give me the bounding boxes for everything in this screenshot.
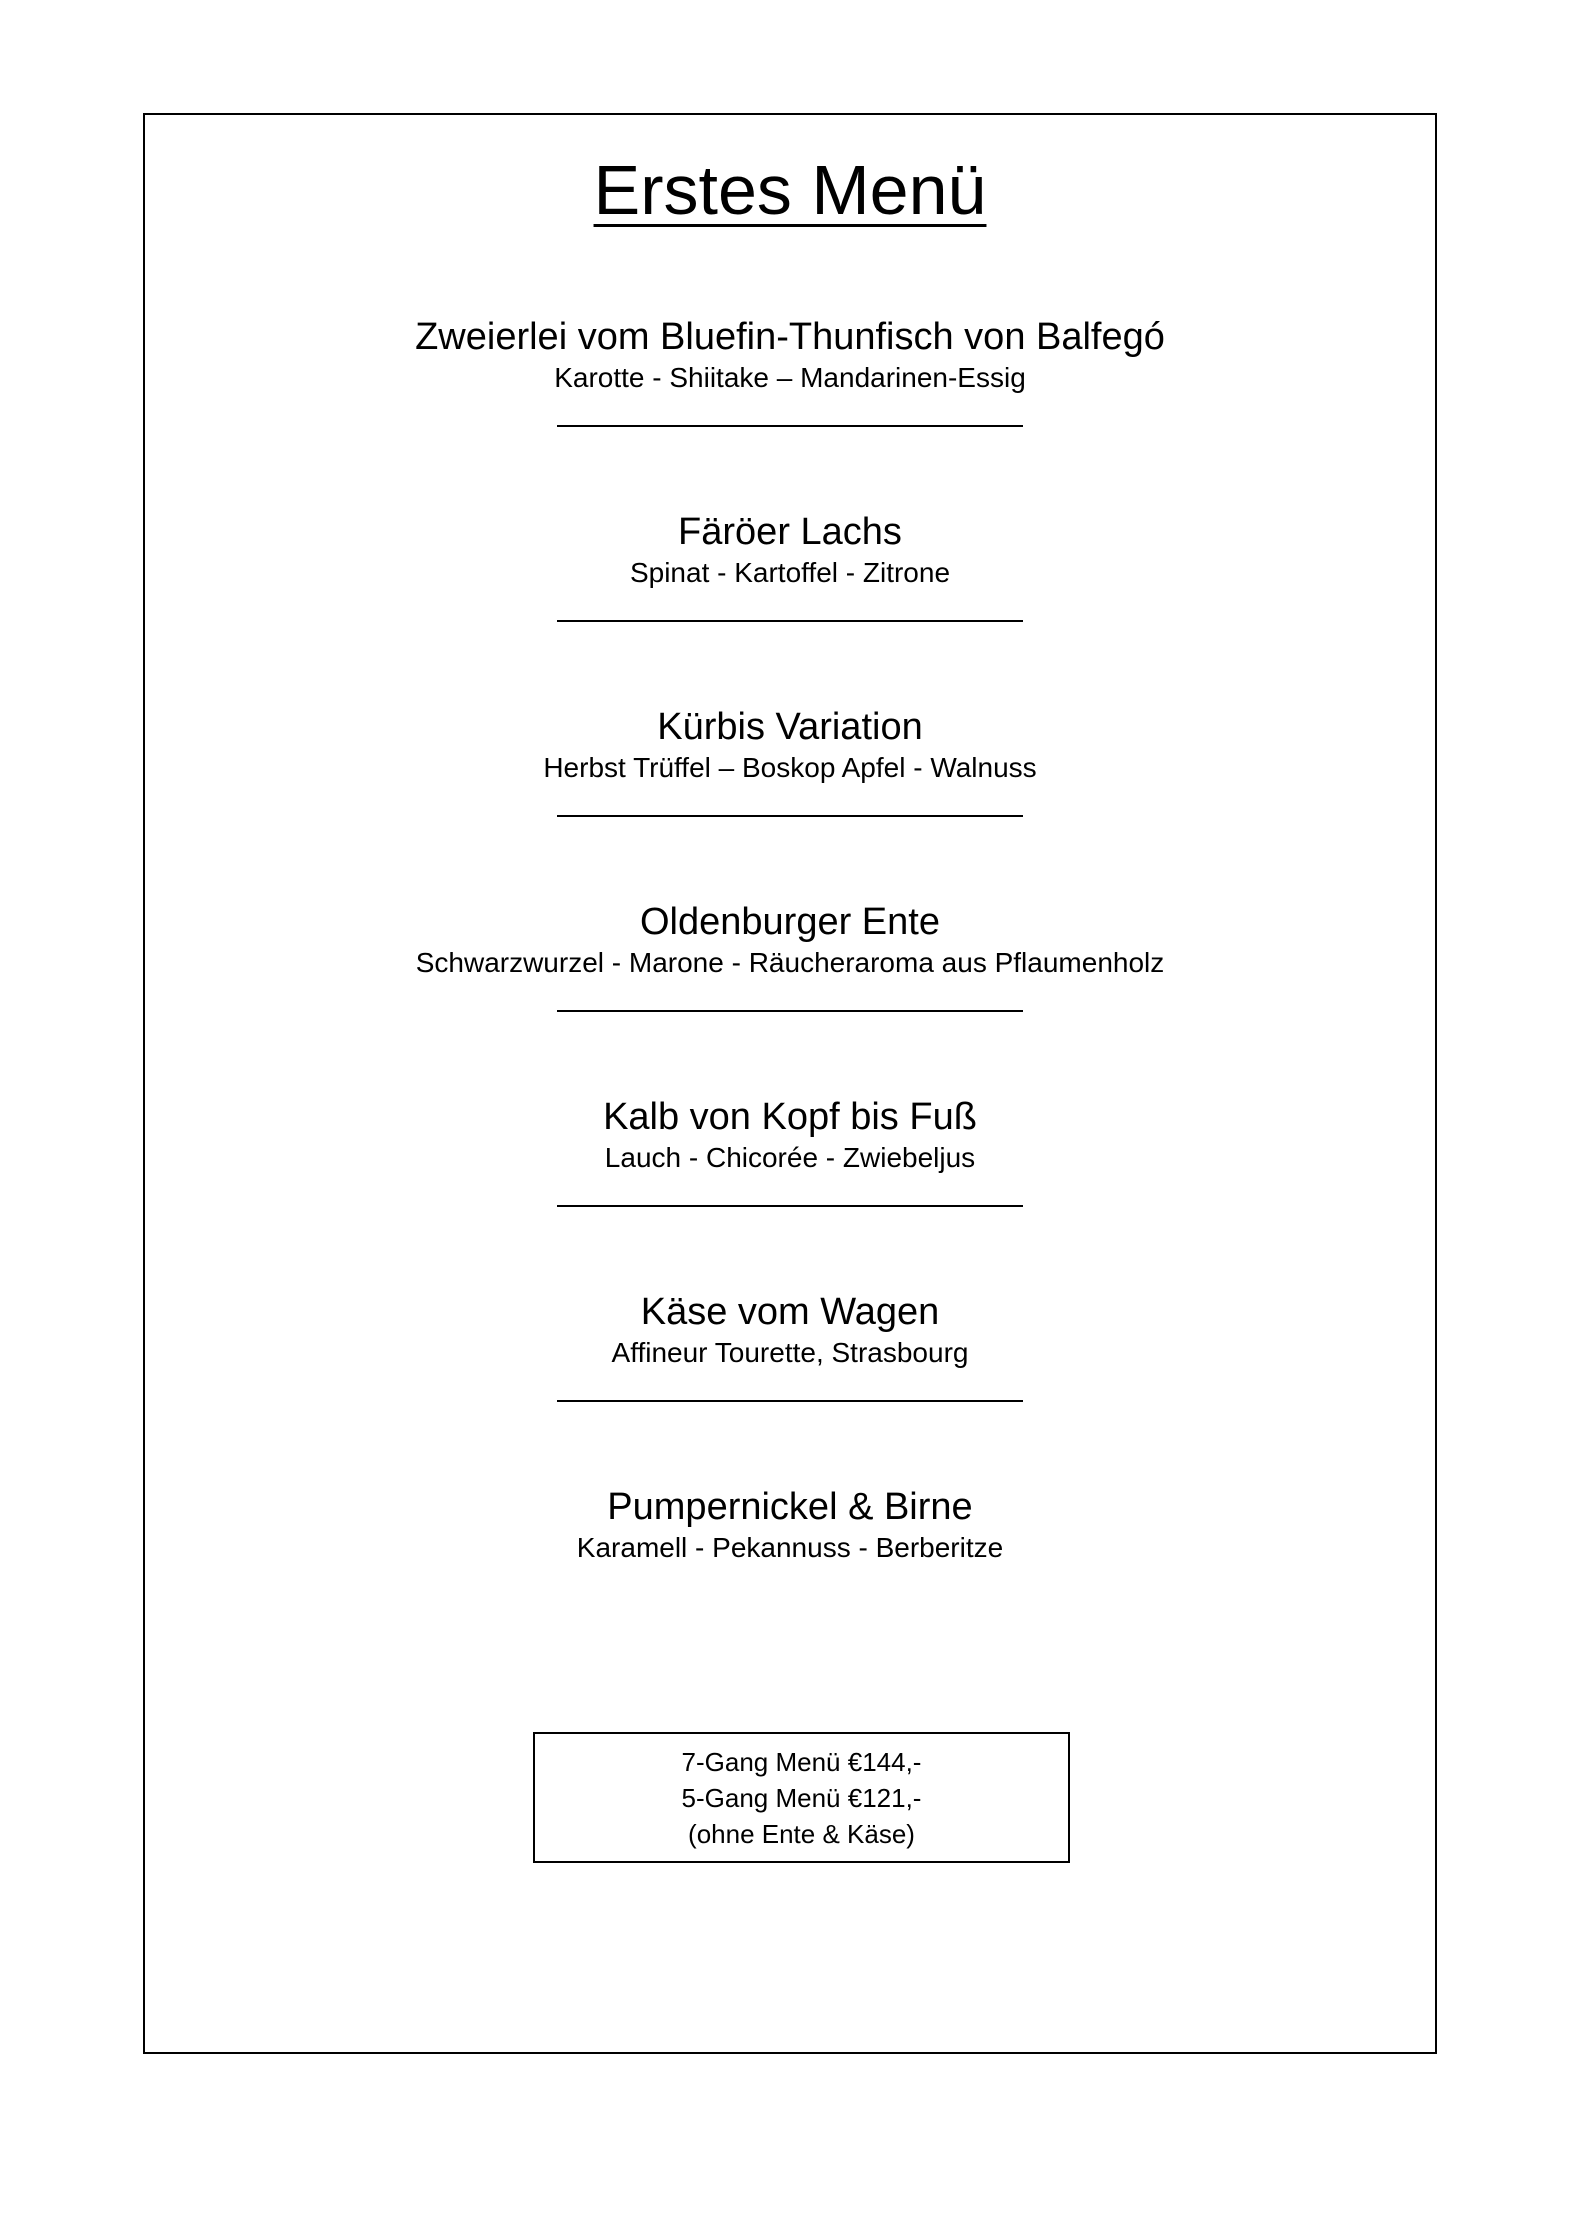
course-name: Zweierlei vom Bluefin-Thunfisch von Balfegó <box>415 316 1165 358</box>
course-description: Herbst Trüffel – Boskop Apfel - Walnuss <box>543 752 1037 783</box>
course-description: Karotte - Shiitake – Mandarinen-Essig <box>554 362 1026 393</box>
course-divider <box>557 815 1023 817</box>
course-item <box>145 1095 1435 1207</box>
course-description: Spinat - Kartoffel - Zitrone <box>629 557 951 588</box>
course-name: Färöer Lachs <box>678 511 902 553</box>
course-divider <box>557 1205 1023 1207</box>
price-seven-course: 7-Gang Menü €144,- <box>681 1747 922 1777</box>
menu-title: Erstes Menü <box>593 151 987 229</box>
course-description: Affineur Tourette, Strasbourg <box>611 1337 969 1368</box>
course-name: Oldenburger Ente <box>640 901 940 943</box>
course-description: Karamell - Pekannuss - Berberitze <box>576 1532 1004 1563</box>
course-divider <box>557 425 1023 427</box>
course-divider <box>557 1010 1023 1012</box>
course-name: Kürbis Variation <box>657 706 923 748</box>
course-item <box>145 315 1435 427</box>
course-item <box>145 1485 1435 1565</box>
course-item <box>145 900 1435 1012</box>
course-name: Pumpernickel & Birne <box>607 1486 973 1528</box>
price-five-course-note: (ohne Ente & Käse) <box>688 1819 915 1849</box>
course-description: Lauch - Chicorée - Zwiebeljus <box>604 1142 976 1173</box>
course-item <box>145 705 1435 817</box>
course-item <box>145 1290 1435 1402</box>
price-five-course: 5-Gang Menü €121,- <box>681 1783 922 1813</box>
course-name: Käse vom Wagen <box>640 1291 940 1333</box>
course-divider <box>557 1400 1023 1402</box>
course-name: Kalb von Kopf bis Fuß <box>603 1096 977 1138</box>
price-box <box>533 1732 1070 1863</box>
course-divider <box>557 620 1023 622</box>
course-item <box>145 510 1435 622</box>
course-description: Schwarzwurzel - Marone - Räucheraroma aus Pflaumenholz <box>415 947 1165 978</box>
menu-frame <box>143 113 1437 2054</box>
